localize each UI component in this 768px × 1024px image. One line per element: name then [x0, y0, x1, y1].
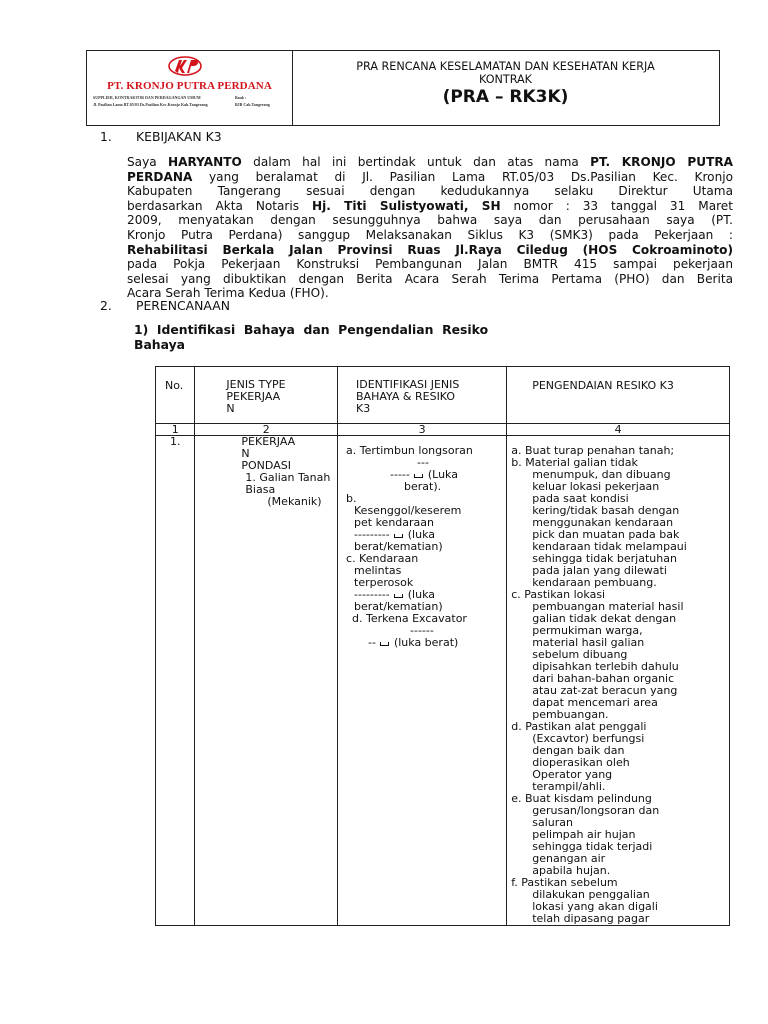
paragraph-text: berdasarkan Akta Notaris	[127, 198, 313, 213]
header-identifikasi-cell	[338, 367, 507, 424]
row-jenis-cell	[195, 436, 338, 926]
identifikasi-line: berat).	[404, 480, 442, 493]
company-block	[87, 51, 292, 125]
paragraph-line	[127, 213, 733, 228]
section-2-number: 2.	[100, 298, 112, 313]
jenis-line: (Mekanik)	[267, 495, 322, 508]
paragraph-text: Acara Serah Terima Kedua (FHO).	[127, 286, 329, 301]
row-identifikasi-cell	[338, 436, 507, 926]
pengendalian-line: telah dipasang pagar	[532, 912, 650, 925]
pengendalian-line: b. Material galian tidak	[511, 456, 638, 469]
header-identifikasi-line: K3	[356, 402, 371, 415]
paragraph-text: Saya	[127, 155, 169, 169]
pengendalian-line: kendaraan tidak melampaui	[532, 540, 687, 553]
section-1-paragraph	[127, 155, 733, 301]
pengendalian-line: terampil/ahli.	[532, 780, 606, 793]
paragraph-line	[127, 155, 733, 170]
pengendalian-line: apabila hujan.	[532, 864, 611, 877]
pengendalian-line: saluran	[532, 816, 573, 829]
pengendalian-line: dengan baik dan	[532, 744, 625, 757]
column-number: 2	[195, 424, 338, 436]
title-text	[292, 60, 719, 86]
header-pengendalian: PENGENDAIAN RESIKO K3	[532, 379, 674, 392]
pengendalian-line: dipisahkan terlebih dahulu	[532, 660, 679, 673]
pengendalian-line: kendaraan pembuang.	[532, 576, 657, 589]
paragraph-line	[127, 257, 733, 272]
identifikasi-line: berat/kematian)	[354, 600, 443, 613]
paragraph-line	[127, 184, 733, 199]
paragraph-text: Rehabilitasi Berkala Jalan Provinsi Ruas Jl.Raya Ciledug (HOS Cokroaminoto)	[127, 242, 733, 257]
pengendalian-line: Operator yang	[532, 768, 613, 781]
pengendalian-line: permukiman warga,	[532, 624, 643, 637]
subsection-line-1: 1) Identifikasi Bahaya dan Pengendalian Resiko	[134, 322, 489, 337]
row-pengendalian	[507, 436, 729, 925]
paragraph-text: PERDANA	[127, 169, 193, 184]
subsection-line-2: Bahaya	[134, 337, 186, 352]
pengendalian-line: genangan air	[532, 852, 606, 865]
table-row	[156, 436, 730, 926]
column-number: 1	[156, 424, 195, 436]
column-number-row	[156, 424, 730, 436]
paragraph-text: pada Pokja Pekerjaan Konstruksi Pembangunan Jalan BMTR 415 sampai pekerjaan	[127, 257, 733, 272]
paragraph-text: 2009, menyatakan dengan sesungguhnya bahwa saya dan perusahaan saya (PT.	[127, 213, 733, 228]
paragraph-text: yang beralamat di Jl. Pasilian Lama RT.05/03 Ds.Pasilian Kec. Kronjo	[192, 169, 733, 184]
row-no: 1.	[170, 435, 181, 448]
pengendalian-line: dilakukan penggalian	[532, 888, 650, 901]
identifikasi-line: b.	[346, 492, 357, 505]
identifikasi-line: ---	[417, 456, 429, 469]
header-no-cell	[156, 367, 195, 424]
arrow-icon	[380, 642, 389, 646]
pengendalian-line: pembuangan.	[532, 708, 609, 721]
title-code: (PRA – RK3K)	[442, 87, 569, 107]
identifikasi-line: d. Terkena Excavator	[352, 612, 467, 625]
header-jenis	[195, 367, 337, 415]
paragraph-text: Kronjo Putra Perdana) sanggup Melaksanakan Siklus K3 (SMK3) pada Pekerjaan :	[127, 227, 733, 242]
paragraph-text: PT. KRONJO PUTRA	[590, 155, 733, 169]
paragraph-text: Hj. Titi Sulistyowati, SH	[312, 198, 501, 213]
company-tagline: SUPPLIER, KONTRAKTOR DAN PERDAGANGAN UMUM	[93, 95, 201, 100]
jenis-line: Biasa	[245, 483, 276, 496]
pengendalian-line: e. Buat kisdam pelindung	[511, 792, 652, 805]
company-address: Jl. Pasilian Lama RT.05/03 Ds.Pasilian Kec.Kronjo Kab.Tangerang	[93, 102, 208, 107]
identifikasi-line: --------- (luka	[354, 528, 435, 541]
pengendalian-line: sehingga tidak berjatuhan	[532, 552, 677, 565]
title-line-2: KONTRAK	[478, 73, 533, 86]
paragraph-line	[127, 199, 733, 214]
identifikasi-line: a. Tertimbun longsoran	[346, 444, 473, 457]
paragraph-line	[127, 170, 733, 185]
header-pengendalian-cell	[507, 367, 730, 424]
paragraph-text: dalam hal ini bertindak untuk dan atas nama	[241, 155, 591, 169]
section-2-heading	[100, 298, 400, 314]
paragraph-line	[127, 272, 733, 287]
header-jenis-cell	[195, 367, 338, 424]
section-1-heading	[100, 129, 400, 145]
document-title	[292, 51, 719, 125]
title-line-1: PRA RENCANA KESELAMATAN DAN KESEHATAN KERJA	[356, 60, 655, 73]
arrow-icon	[414, 474, 423, 478]
header-identifikasi-line: IDENTIFIKASI JENIS	[356, 378, 460, 391]
pengendalian-line: lokasi yang akan digali	[532, 900, 658, 913]
paragraph-text: selesai yang dibuktikan dengan Berita Acara Serah Terima Pertama (PHO) dan Berita	[127, 271, 733, 286]
header-jenis-line: N	[226, 402, 235, 415]
paragraph-line	[127, 228, 733, 243]
section-1-number: 1.	[100, 129, 112, 144]
document-header	[86, 50, 720, 126]
pengendalian-line: dapat mencemari area	[532, 696, 658, 709]
identifikasi-line: -- (luka berat)	[368, 636, 459, 649]
identifikasi-line: terperosok	[354, 576, 414, 589]
identifikasi-line: c. Kendaraan	[346, 552, 419, 565]
jenis-line: PEKERJAA	[241, 435, 296, 448]
pengendalian-line: material hasil galian	[532, 636, 645, 649]
pengendalian-line: galian tidak dekat dengan	[532, 612, 677, 625]
pengendalian-line: dioperasikan oleh	[532, 756, 630, 769]
header-identifikasi-line: BAHAYA & RESIKO	[356, 390, 456, 403]
pengendalian-line: f. Pastikan sebelum	[511, 876, 618, 889]
pengendalian-line: a. Buat turap penahan tanah;	[511, 444, 675, 457]
row-identifikasi	[338, 436, 506, 649]
pengendalian-line: kering/tidak basah dengan	[532, 504, 680, 517]
pengendalian-line: pembuangan material hasil	[532, 600, 684, 613]
identifikasi-line: ----- (Luka	[390, 468, 458, 481]
pengendalian-line: c. Pastikan lokasi	[511, 588, 606, 601]
pengendalian-line: pada saat kondisi	[532, 492, 629, 505]
pengendalian-line: dari bahan-bahan organic	[532, 672, 675, 685]
bank-label: Bank :	[235, 95, 247, 100]
identifikasi-line: Kesenggol/keserem	[354, 504, 462, 517]
table-header-row	[156, 367, 730, 424]
section-1-label: KEBIJAKAN K3	[136, 129, 222, 144]
column-number: 4	[507, 424, 730, 436]
pengendalian-line: sebelum dibuang	[532, 648, 628, 661]
arrow-icon	[394, 594, 403, 598]
jenis-line: PONDASI	[241, 459, 291, 472]
pengendalian-line: menumpuk, dan dibuang	[532, 468, 671, 481]
pengendalian-line: d. Pastikan alat penggali	[511, 720, 647, 733]
pengendalian-line: gerusan/longsoran dan	[532, 804, 660, 817]
arrow-icon	[394, 534, 403, 538]
header-jenis-line: JENIS TYPE	[226, 378, 286, 391]
header-jenis-line: PEKERJAA	[226, 390, 281, 403]
bank-name: BJB Cab.Tangerang	[235, 102, 270, 107]
row-no-cell	[156, 436, 195, 926]
subsection-heading	[134, 322, 488, 352]
identifikasi-line: ------	[410, 624, 434, 637]
pengendalian-line: pick dan muatan pada bak	[532, 528, 680, 541]
row-jenis	[195, 436, 337, 508]
paragraph-text: HARYANTO	[168, 155, 242, 169]
column-number: 3	[338, 424, 507, 436]
identifikasi-line: --------- (luka	[354, 588, 435, 601]
row-pengendalian-cell	[507, 436, 730, 926]
company-logo-icon	[167, 55, 203, 79]
header-identifikasi	[338, 367, 506, 415]
pengendalian-line: pada jalan yang dilewati	[532, 564, 667, 577]
identifikasi-line: pet kendaraan	[354, 516, 434, 529]
pengendalian-line: menggunakan kendaraan	[532, 516, 674, 529]
pengendalian-line: keluar lokasi pekerjaan	[532, 480, 660, 493]
jenis-line: 1. Galian Tanah	[245, 471, 331, 484]
identifikasi-line: berat/kematian)	[354, 540, 443, 553]
paragraph-text: nomor : 33 tanggal 31 Maret	[500, 198, 733, 213]
pengendalian-line: (Excavtor) berfungsi	[532, 732, 645, 745]
paragraph-text: Kabupaten Tangerang sesuai dengan kedudukannya selaku Direktur Utama	[127, 184, 733, 199]
hazard-table	[155, 366, 730, 926]
paragraph-line	[127, 243, 733, 258]
pengendalian-line: atau zat-zat beracun yang	[532, 684, 678, 697]
pengendalian-line: sehingga tidak terjadi	[532, 840, 653, 853]
header-no: No.	[165, 379, 184, 392]
pengendalian-line: pelimpah air hujan	[532, 828, 636, 841]
jenis-line: N	[241, 447, 250, 460]
identifikasi-line: melintas	[354, 564, 402, 577]
section-2-label: PERENCANAAN	[136, 298, 230, 313]
company-name: PT. KRONJO PUTRA PERDANA	[107, 80, 272, 92]
